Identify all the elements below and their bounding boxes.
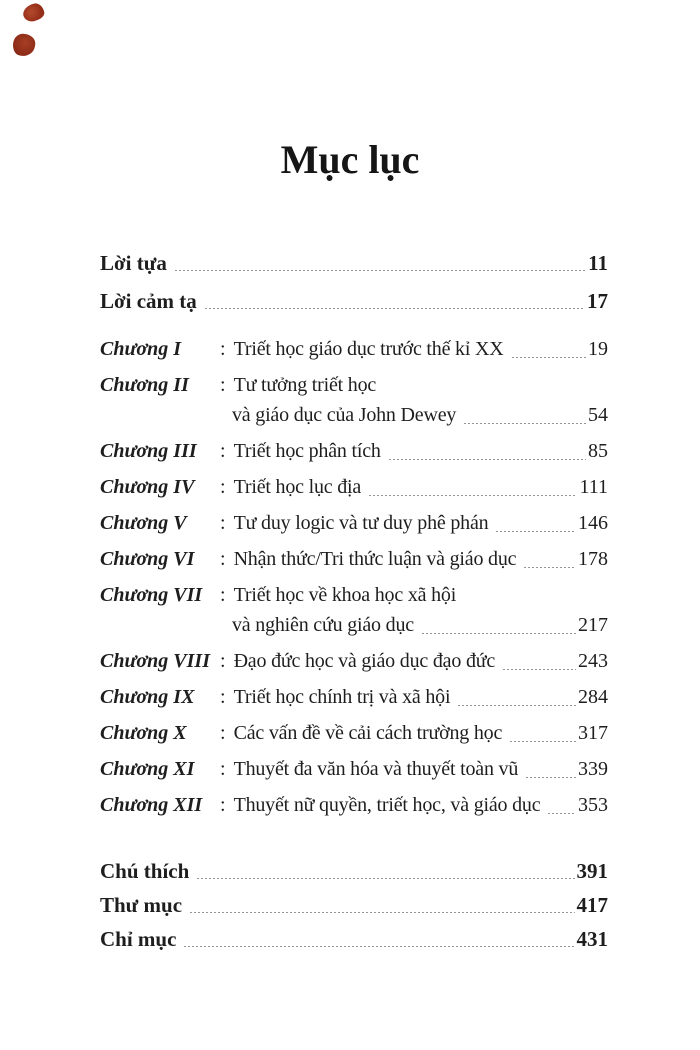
colon-separator: : [220, 722, 226, 744]
chapter-label: Chương III [100, 440, 197, 462]
chapter-line [100, 544, 608, 574]
leader-line [526, 777, 576, 778]
chapter-line-1 [100, 580, 608, 610]
chapter-label: Chương I [100, 338, 182, 360]
leader-line [464, 423, 586, 424]
page-title: Mục lục [280, 137, 420, 182]
red-ink-mark-1 [21, 2, 45, 24]
chapter-label: Chương VIII [100, 650, 210, 672]
leader-line [512, 357, 586, 358]
toc-entry-label: Thư mục [100, 893, 183, 917]
chapter-line-1 [100, 370, 608, 400]
toc-chapter-entry [100, 790, 608, 820]
toc-chapter-entry [100, 436, 608, 466]
chapter-line [100, 334, 608, 364]
chapters-section [100, 334, 608, 820]
toc-entry [100, 922, 608, 956]
chapter-line [100, 508, 608, 538]
chapter-title: Tư duy logic và tư duy phê phán [233, 512, 489, 534]
leader-line [524, 567, 576, 568]
colon-separator: : [220, 512, 226, 534]
chapter-line [100, 790, 608, 820]
leader-line [389, 459, 586, 460]
chapter-label: Chương XII [100, 794, 203, 816]
colon-separator: : [220, 794, 226, 816]
toc-chapter-entry [100, 472, 608, 502]
colon-separator: : [220, 548, 226, 570]
chapter-title: Nhận thức/Tri thức luận và giáo dục [233, 548, 517, 570]
page-number: 284 [578, 686, 608, 708]
chapter-line-2 [100, 400, 608, 430]
toc-chapter-entry [100, 580, 608, 640]
colon-separator: : [220, 584, 226, 606]
page-number: 54 [588, 404, 608, 426]
leader-line [503, 669, 576, 670]
page-number: 17 [587, 289, 608, 313]
chapter-line [100, 754, 608, 784]
toc-entry-label: Lời cảm tạ [100, 289, 197, 313]
leader-line [422, 633, 576, 634]
colon-separator: : [220, 758, 226, 780]
toc-entry [100, 854, 608, 888]
chapter-title: Triết học lục địa [233, 476, 362, 498]
leader-line [510, 741, 576, 742]
toc-entry [100, 888, 608, 922]
chapter-label: Chương X [100, 722, 187, 744]
toc-entry [100, 244, 608, 282]
leader-line [205, 308, 585, 309]
toc-chapter-entry [100, 646, 608, 676]
colon-separator: : [220, 650, 226, 672]
page-number: 111 [579, 476, 608, 498]
page-number: 19 [588, 338, 608, 360]
chapter-title: Triết học về khoa học xã hội [233, 584, 457, 606]
back-matter-section [100, 854, 608, 956]
toc-entry-label: Lời tựa [100, 251, 167, 275]
chapter-line [100, 472, 608, 502]
toc-entry-label: Chú thích [100, 859, 190, 883]
chapter-title: Triết học giáo dục trước thế kỉ XX [233, 338, 504, 360]
chapter-title: Thuyết nữ quyền, triết học, và giáo dục [233, 794, 541, 816]
page-number: 339 [578, 758, 608, 780]
chapter-title-line2: và giáo dục của John Dewey [232, 404, 457, 426]
page-number: 85 [588, 440, 608, 462]
toc-chapter-entry [100, 754, 608, 784]
chapter-title: Triết học phân tích [233, 440, 381, 462]
page-number: 146 [578, 512, 608, 534]
colon-separator: : [220, 686, 226, 708]
leader-line [369, 495, 577, 496]
chapter-line [100, 646, 608, 676]
chapter-label: Chương V [100, 512, 187, 534]
leader-line [197, 878, 574, 879]
leader-line [184, 946, 574, 947]
toc-chapter-entry [100, 370, 608, 430]
chapter-title: Tư tưởng triết học [233, 374, 377, 396]
page-number: 317 [578, 722, 608, 744]
toc-chapter-entry [100, 544, 608, 574]
leader-line [496, 531, 576, 532]
colon-separator: : [220, 476, 226, 498]
page-number: 243 [578, 650, 608, 672]
chapter-label: Chương IV [100, 476, 195, 498]
page-number: 391 [576, 859, 608, 883]
page-number: 217 [578, 614, 608, 636]
chapter-title: Các vấn đề về cải cách trường học [233, 722, 503, 744]
chapter-label: Chương IX [100, 686, 195, 708]
red-ink-mark-2 [11, 32, 36, 57]
chapter-line [100, 718, 608, 748]
chapter-title: Triết học chính trị và xã hội [233, 686, 451, 708]
chapter-line-2 [100, 610, 608, 640]
toc-list [100, 244, 608, 956]
front-matter-section [100, 244, 608, 320]
leader-line [458, 705, 576, 706]
chapter-line [100, 682, 608, 712]
page-number: 431 [576, 927, 608, 951]
chapter-label: Chương VII [100, 584, 203, 606]
toc-chapter-entry [100, 334, 608, 364]
toc-entry-label: Chỉ mục [100, 927, 177, 951]
chapter-line [100, 436, 608, 466]
chapter-title-line2: và nghiên cứu giáo dục [232, 614, 414, 636]
page-number: 353 [578, 794, 608, 816]
page-number: 417 [576, 893, 608, 917]
chapter-label: Chương XI [100, 758, 195, 780]
colon-separator: : [220, 338, 226, 360]
page-number: 11 [588, 251, 608, 275]
chapter-title: Thuyết đa văn hóa và thuyết toàn vũ [233, 758, 519, 780]
chapter-label: Chương VI [100, 548, 195, 570]
chapter-label: Chương II [100, 374, 189, 396]
toc-chapter-entry [100, 508, 608, 538]
leader-line [175, 270, 586, 271]
chapter-title: Đạo đức học và giáo dục đạo đức [233, 650, 496, 672]
colon-separator: : [220, 374, 226, 396]
page-number: 178 [578, 548, 608, 570]
leader-line [548, 813, 576, 814]
colon-separator: : [220, 440, 226, 462]
toc-entry [100, 282, 608, 320]
toc-chapter-entry [100, 718, 608, 748]
leader-line [190, 912, 574, 913]
toc-chapter-entry [100, 682, 608, 712]
